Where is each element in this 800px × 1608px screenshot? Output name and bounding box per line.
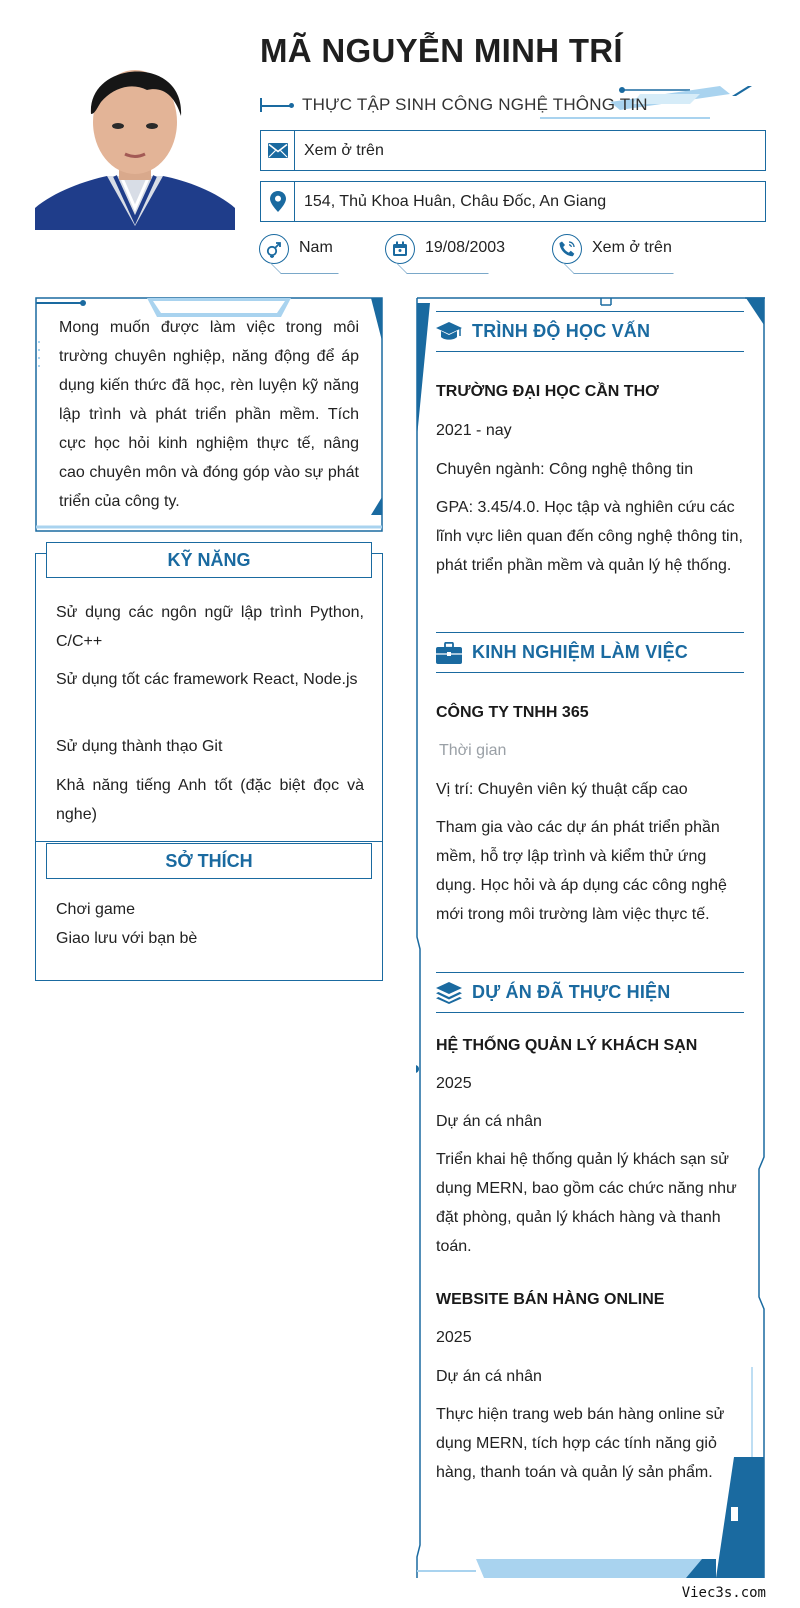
- objective-text: Mong muốn được làm việc trong môi trường chuyên nghiệp, năng động để áp dụng kiến thức đã học, rèn luyện kỹ năng lập trình và phát triển phần mềm. Tích cực học hỏi kinh nghiệm thực tế, nâng cao chuyên môn và đóng góp vào sự phát triển của công ty.: [59, 319, 359, 510]
- watermark: Viec3s.com: [681, 1585, 766, 1601]
- hobbies-heading: SỞ THÍCH: [46, 843, 372, 879]
- experience-position: Vị trí: Chuyên viên ký thuật cấp cao: [436, 781, 688, 798]
- school-name: TRƯỜNG ĐẠI HỌC CẦN THƠ: [436, 383, 659, 400]
- calendar-icon: [385, 234, 415, 264]
- birthday-value: 19/08/2003: [425, 239, 506, 256]
- project-year: 2025: [436, 1075, 472, 1092]
- address-value: 154, Thủ Khoa Huân, Châu Đốc, An Giang: [304, 192, 607, 210]
- address-field: [260, 181, 766, 222]
- gender-item: [259, 234, 359, 274]
- gender-value: Nam: [299, 239, 333, 256]
- section-divider: [36, 841, 382, 842]
- job-title-row: [260, 92, 648, 118]
- skills-heading: KỸ NĂNG: [46, 542, 372, 578]
- skill-item: Khả năng tiếng Anh tốt (đặc biệt đọc và nghe): [56, 777, 364, 823]
- skill-item: Sử dụng các ngôn ngữ lập trình Python, C/C++: [56, 604, 364, 650]
- education-period: 2021 - nay: [436, 422, 512, 439]
- project-type: Dự án cá nhân: [436, 1113, 542, 1130]
- email-value: Xem ở trên: [304, 141, 384, 159]
- email-field: [260, 130, 766, 171]
- experience-title: KINH NGHIỆM LÀM VIỆC: [472, 642, 689, 662]
- envelope-icon: [261, 131, 295, 170]
- experience-heading: [436, 632, 744, 673]
- project-year: 2025: [436, 1329, 472, 1346]
- experience-period: Thời gian: [439, 742, 507, 759]
- skill-item: Sử dụng tốt các framework React, Node.js: [56, 671, 358, 688]
- layers-icon: [436, 982, 472, 1004]
- projects-heading: [436, 972, 744, 1013]
- project-description: Triển khai hệ thống quản lý khách sạn sử dụng MERN, bao gồm các chức năng như đặt phòng, quản lý khách hàng và thanh toán.: [436, 1151, 737, 1255]
- phone-item: [552, 234, 682, 274]
- education-major: Chuyên ngành: Công nghệ thông tin: [436, 461, 694, 478]
- company-name: CÔNG TY TNHH 365: [436, 704, 589, 721]
- skill-item: Sử dụng thành thạo Git: [56, 738, 223, 755]
- project-description: Thực hiện trang web bán hàng online sử dụng MERN, tích hợp các tính năng giỏ hàng, thanh toán và quản lý sản phẩm.: [436, 1406, 725, 1481]
- projects-title: DỰ ÁN ĐÃ THỰC HIỆN: [472, 982, 671, 1002]
- main-panel: [416, 297, 765, 1579]
- phone-value: Xem ở trên: [592, 239, 672, 256]
- education-heading: [436, 311, 744, 352]
- title-tick-decoration: [260, 98, 298, 112]
- project-type: Dự án cá nhân: [436, 1368, 542, 1385]
- hobby-item: Giao lưu với bạn bè: [56, 930, 198, 947]
- birthday-item: [385, 234, 515, 274]
- education-title: TRÌNH ĐỘ HỌC VẤN: [472, 321, 651, 341]
- gender-icon: [259, 234, 289, 264]
- project-name: HỆ THỐNG QUẢN LÝ KHÁCH SẠN: [436, 1037, 698, 1054]
- career-objective: [35, 297, 383, 532]
- hobby-item: Chơi game: [56, 901, 135, 918]
- job-title: THỰC TẬP SINH CÔNG NGHỆ THÔNG TIN: [302, 95, 648, 114]
- graduation-cap-icon: [436, 322, 472, 342]
- briefcase-icon: [436, 642, 472, 664]
- education-description: GPA: 3.45/4.0. Học tập và nghiên cứu các lĩnh vực liên quan đến công nghệ thông tin, phát triển phần mềm và quản lý hệ thống.: [436, 499, 743, 574]
- experience-description: Tham gia vào các dự án phát triển phần mềm, hỗ trợ lập trình và kiểm thử ứng dụng. Học hỏi và áp dụng các công nghệ mới trong môi trường làm việc thực tế.: [436, 819, 727, 923]
- project-name: WEBSITE BÁN HÀNG ONLINE: [436, 1291, 665, 1308]
- phone-icon: [552, 234, 582, 264]
- avatar: [35, 30, 235, 230]
- candidate-name: MÃ NGUYỄN MINH TRÍ: [260, 32, 623, 69]
- skills-hobbies-panel: [35, 549, 383, 981]
- location-pin-icon: [261, 182, 295, 221]
